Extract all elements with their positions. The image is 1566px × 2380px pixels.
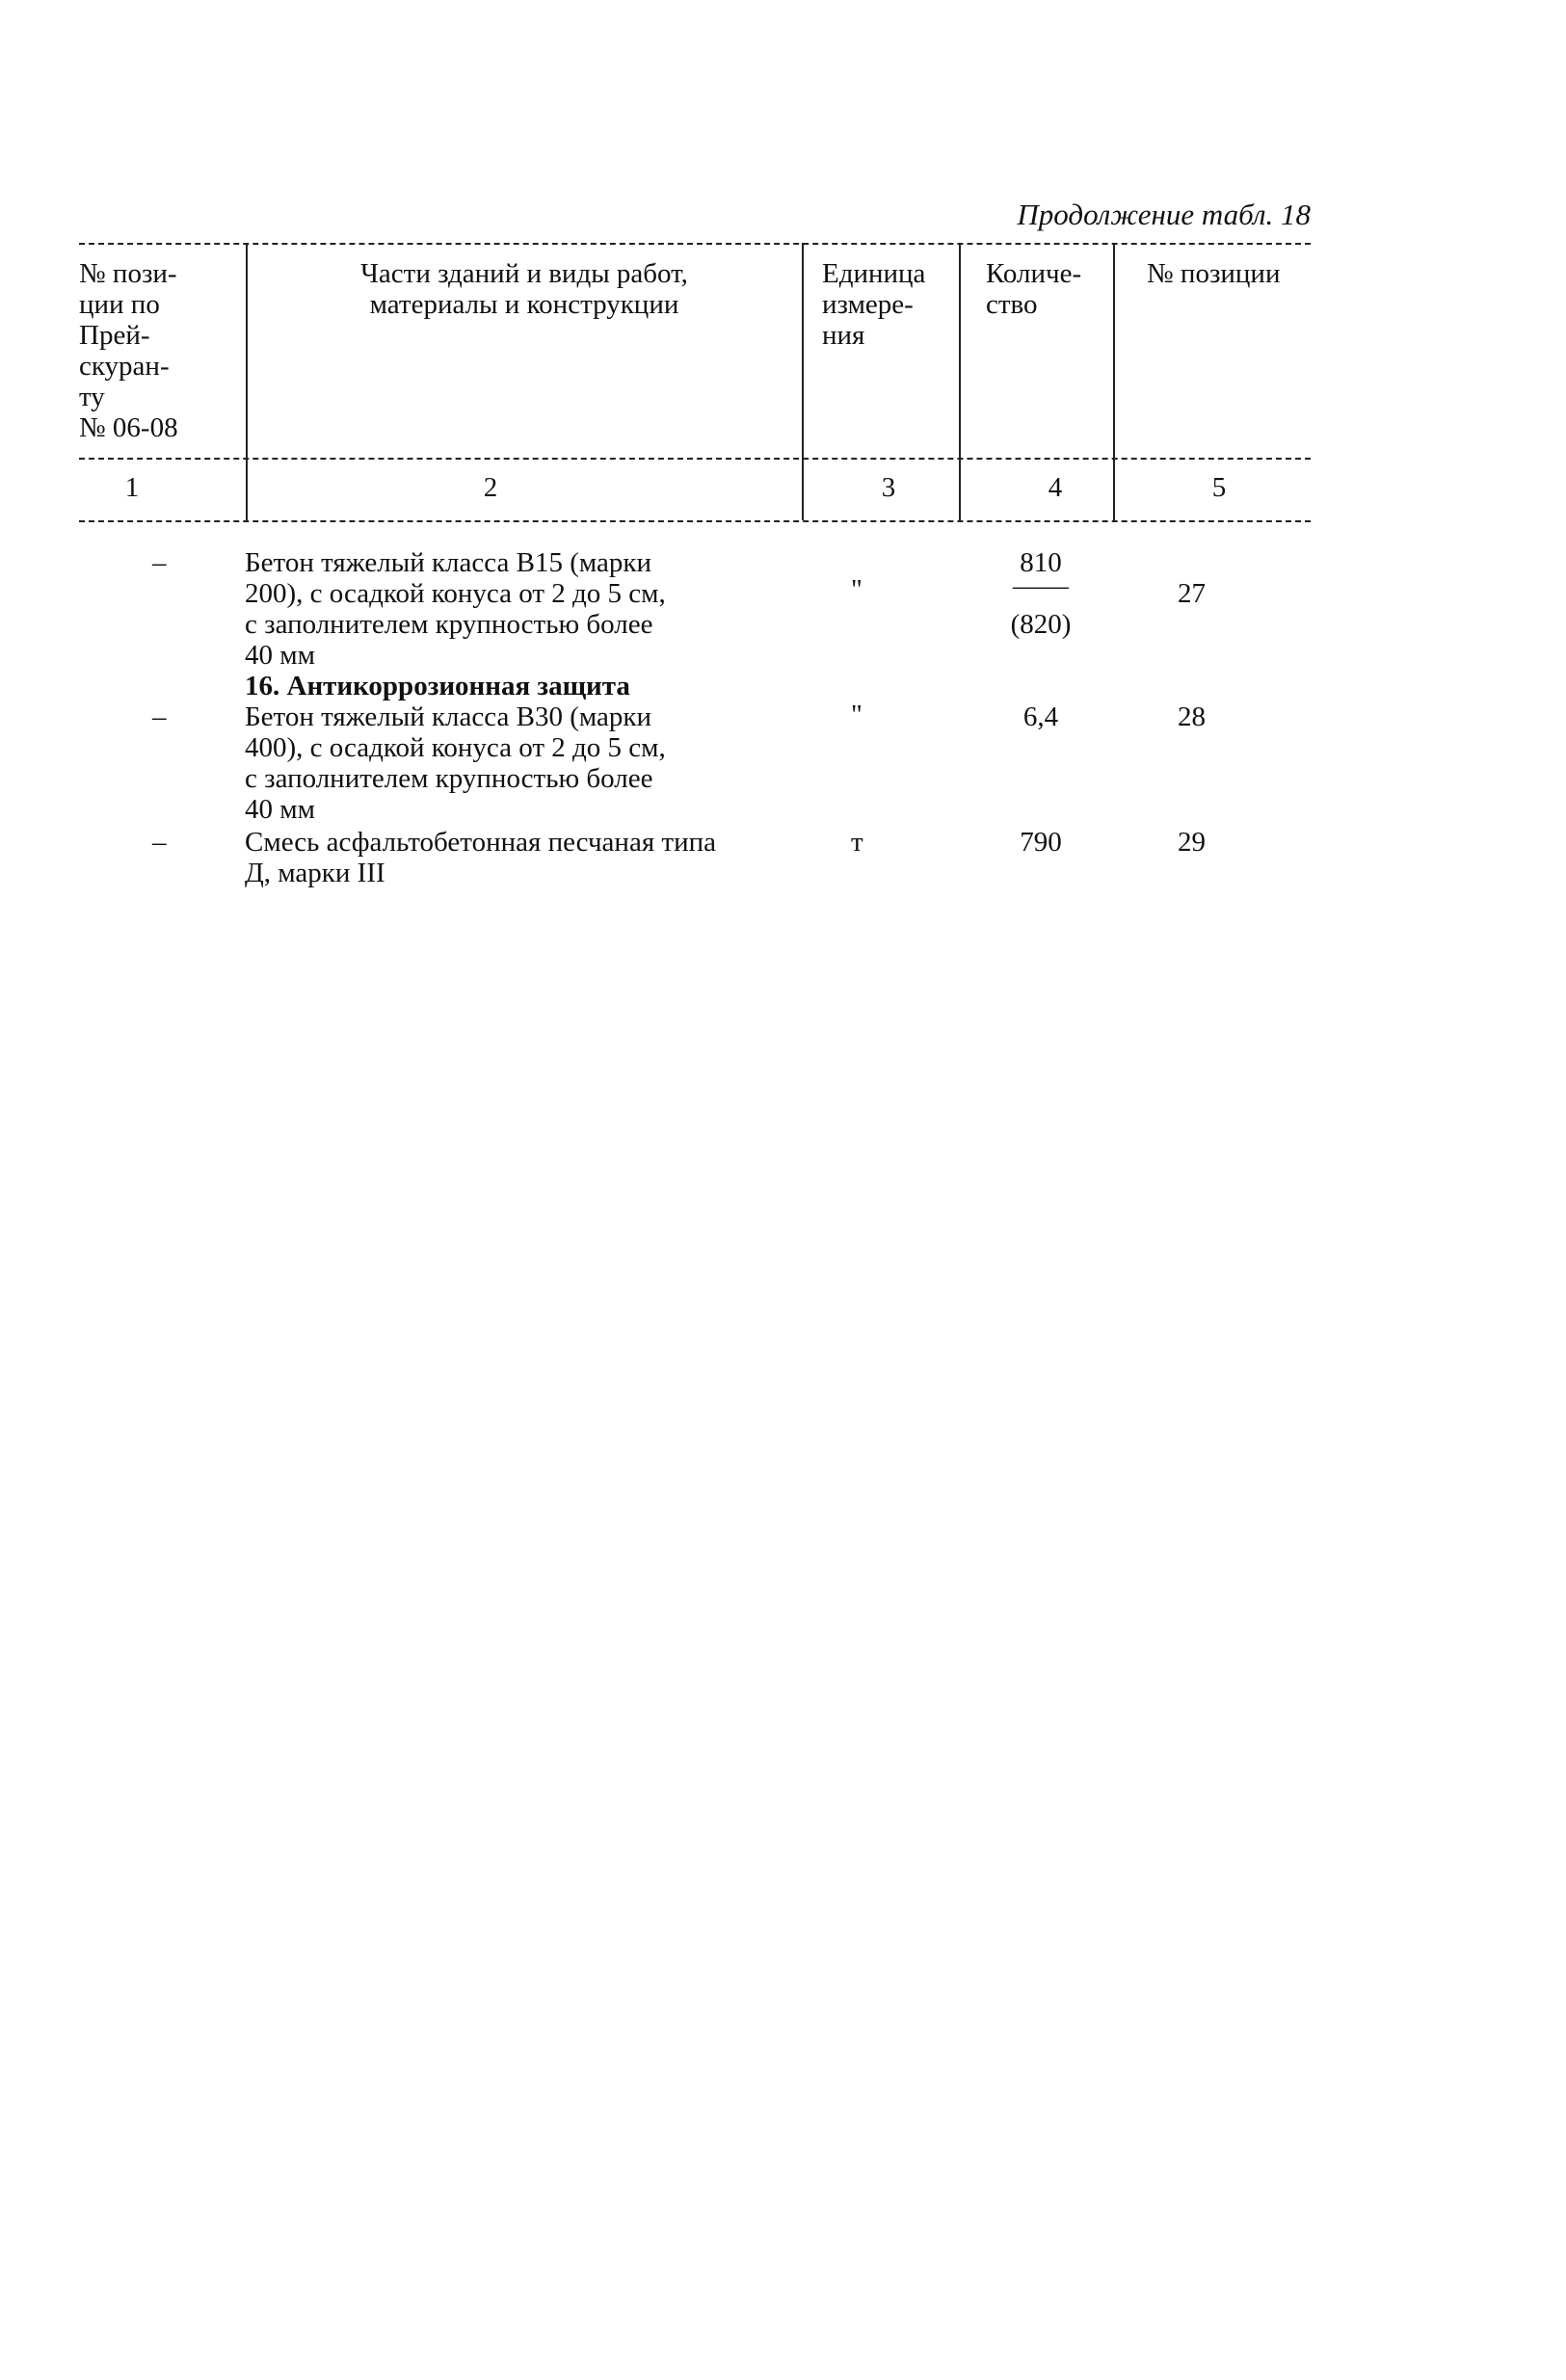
row-1-position: – (152, 547, 167, 578)
row-1-quantity-separator: —— (1013, 570, 1069, 601)
row-3-unit: т (851, 827, 863, 858)
header-col1-line: Прей- (79, 320, 150, 351)
column-number-4: 4 (1048, 472, 1063, 503)
header-col3-line: ния (822, 320, 865, 351)
header-col1-line: ции по (79, 289, 160, 320)
row-1-desc-line: 40 мм (245, 640, 315, 671)
column-number-5: 5 (1211, 472, 1227, 503)
header-col1-line: ту (79, 382, 105, 412)
column-numbers-bottom-rule (79, 520, 1311, 522)
header-col2-line: Части зданий и виды работ, (360, 258, 688, 289)
header-col-unit (822, 258, 957, 351)
column-number-3: 3 (881, 472, 896, 503)
header-col1-line: № 06-08 (79, 412, 178, 443)
row-1-quantity-bottom: (820) (1010, 609, 1072, 640)
header-col5-line: № позиции (1147, 258, 1281, 289)
header-col-position (1147, 258, 1311, 289)
table-top-rule (79, 243, 1311, 245)
row-3-description (245, 827, 823, 888)
row-1-unit: " (851, 574, 863, 605)
header-bottom-rule (79, 458, 1311, 460)
row-1-desc-line: Бетон тяжелый класса В15 (марки (245, 547, 652, 578)
row-3-quantity: 790 (1020, 827, 1062, 858)
header-col1-line: № пози- (79, 258, 177, 289)
row-3-position-number: 29 (1178, 827, 1206, 858)
row-1-quantity-top: 810 (1020, 547, 1062, 578)
column-number-1: 1 (124, 472, 140, 503)
header-col4-line: Количе- (986, 258, 1082, 289)
row-1-description (245, 547, 823, 671)
row-2-quantity: 6,4 (1022, 701, 1059, 732)
header-col3-line: измере- (822, 289, 914, 320)
row-2-position: – (152, 701, 167, 732)
header-col2-line: материалы и конструкции (369, 289, 679, 320)
header-col-quantity (986, 258, 1111, 320)
header-col-position-pricelist (79, 258, 243, 443)
row-1-desc-line: с заполнителем крупностью более (245, 609, 653, 640)
header-col4-line: ство (986, 289, 1038, 320)
row-2-unit: " (851, 700, 863, 730)
column-number-2: 2 (483, 472, 498, 503)
row-3-desc-line: Д, марки III (245, 858, 385, 888)
header-col1-line: скуран- (79, 351, 170, 382)
header-col-description (249, 258, 800, 320)
row-3-position: – (152, 827, 167, 858)
row-2-desc-line: с заполнителем крупностью более (245, 763, 653, 794)
row-2-description (245, 701, 823, 825)
row-2-desc-line: 40 мм (245, 794, 315, 825)
row-1-desc-line: 200), с осадкой конуса от 2 до 5 см, (245, 578, 666, 609)
row-2-position-number: 28 (1178, 701, 1206, 732)
row-2-desc-line: Бетон тяжелый класса В30 (марки (245, 701, 652, 732)
header-col3-line: Единица (822, 258, 926, 289)
row-1-position-number: 27 (1178, 578, 1206, 609)
row-2-desc-line: 400), с осадкой конуса от 2 до 5 см, (245, 732, 666, 763)
row-3-desc-line: Смесь асфальтобетонная песчаная типа (245, 827, 716, 858)
column-divider-1 (246, 243, 248, 520)
table-caption: Продолжение табл. 18 (1017, 198, 1311, 231)
section-heading: 16. Антикоррозионная защита (245, 671, 630, 701)
